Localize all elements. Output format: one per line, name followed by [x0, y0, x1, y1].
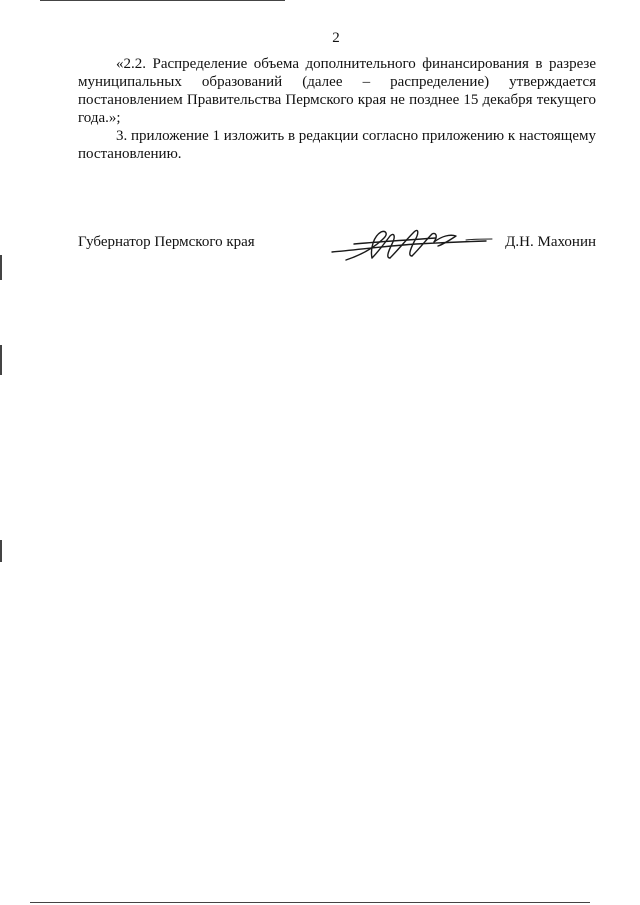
scan-top-line	[40, 0, 285, 1]
handwritten-signature	[326, 222, 494, 268]
scan-left-mark	[0, 345, 2, 375]
scan-left-mark	[0, 255, 2, 280]
document-body	[78, 55, 596, 163]
scan-bottom-line	[30, 902, 590, 903]
signatory-position: Губернатор Пермского края	[78, 234, 255, 250]
scan-left-mark	[0, 540, 2, 562]
paragraph-2-2: «2.2. Распределение объема дополнительного финансирования в разрезе муниципальных образований (далее – распределение) утверждается постановлением Правительства Пермского края не позднее 15 декабря текущего года.»;	[78, 56, 596, 126]
signature-block	[78, 228, 596, 278]
page-number: 2	[332, 30, 340, 46]
signatory-name: Д.Н. Махонин	[505, 234, 596, 250]
paragraph-3: 3. приложение 1 изложить в редакции согласно приложению к настоящему постановлению.	[78, 128, 596, 162]
